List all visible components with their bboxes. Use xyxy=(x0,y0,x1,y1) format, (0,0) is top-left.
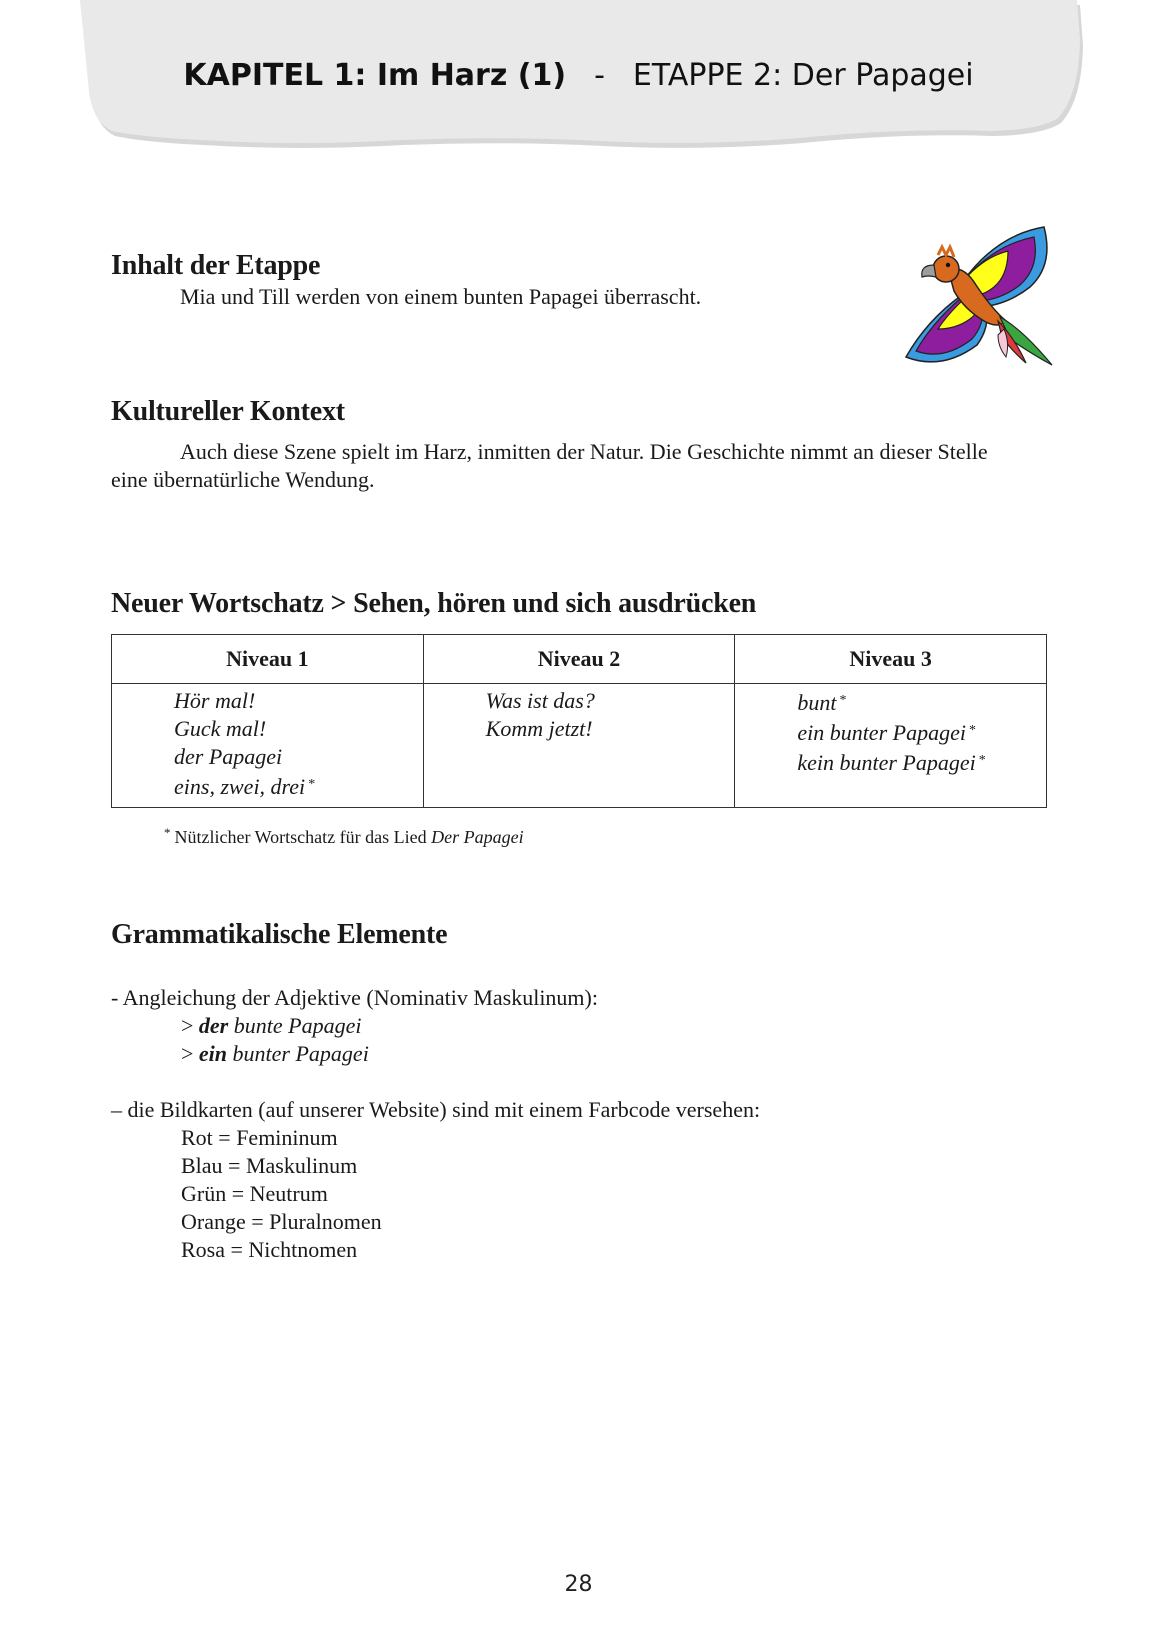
vocab-item: ein bunter Papagei * xyxy=(797,720,976,745)
asterisk-marker: * xyxy=(968,723,976,738)
stage-title: ETAPPE 2: Der Papagei xyxy=(632,58,974,93)
table-row xyxy=(112,684,1047,808)
niveau-1-cell xyxy=(112,684,424,808)
color-code-item: Grün = Neutrum xyxy=(181,1181,328,1206)
vocabulary-table xyxy=(111,634,1047,808)
inhalt-text: Mia und Till werden von einem bunten Papagei überrascht. xyxy=(180,284,702,309)
footnote xyxy=(164,825,524,848)
grammar-example-2: > ein bunter Papagei xyxy=(181,1041,369,1066)
section-heading-grammatik: Grammatikalische Elemente xyxy=(111,919,448,950)
grammar-point-2: – die Bildkarten (auf unserer Website) sind mit einem Farbcode versehen: xyxy=(111,1097,761,1122)
kontext-text-line-1: Auch diese Szene spielt im Harz, inmitten der Natur. Die Geschichte nimmt an dieser Stelle xyxy=(180,439,988,464)
section-heading-wortschatz: Neuer Wortschatz > Sehen, hören und sich ausdrücken xyxy=(111,588,757,619)
vocab-item: Was ist das? xyxy=(485,688,595,713)
vocab-item: bunt * xyxy=(797,690,847,715)
footnote-text: Nützlicher Wortschatz für das Lied xyxy=(174,827,432,847)
asterisk-marker: * xyxy=(164,825,171,840)
section-heading-kontext: Kultureller Kontext xyxy=(111,396,345,427)
color-code-item: Orange = Pluralnomen xyxy=(181,1209,382,1234)
vocab-item: eins, zwei, drei * xyxy=(174,774,316,799)
grammar-example-1: > der bunte Papagei xyxy=(181,1013,362,1038)
vocab-item: Guck mal! xyxy=(174,716,267,741)
vocab-item: kein bunter Papagei * xyxy=(797,750,986,775)
chapter-title: KAPITEL 1: Im Harz (1) xyxy=(183,58,567,93)
grammar-point-1: - Angleichung der Adjektive (Nominativ Maskulinum): xyxy=(111,985,598,1010)
vocab-item: Hör mal! xyxy=(174,688,256,713)
page-number: 28 xyxy=(564,1572,593,1597)
column-header: Niveau 1 xyxy=(112,635,424,684)
vocab-item: Komm jetzt! xyxy=(485,716,593,741)
color-code-item: Rot = Femininum xyxy=(181,1125,338,1150)
color-code-item: Blau = Maskulinum xyxy=(181,1153,358,1178)
table-header-row xyxy=(112,635,1047,684)
footnote-song-title: Der Papagei xyxy=(431,827,524,847)
chapter-header xyxy=(0,58,1157,93)
column-header: Niveau 2 xyxy=(423,635,735,684)
kontext-text-line-2: eine übernatürliche Wendung. xyxy=(111,467,375,492)
column-header: Niveau 3 xyxy=(735,635,1047,684)
asterisk-marker: * xyxy=(839,693,847,708)
vocab-item: der Papagei xyxy=(174,744,283,769)
color-code-item: Rosa = Nichtnomen xyxy=(181,1237,358,1262)
niveau-3-cell xyxy=(735,684,1047,808)
asterisk-marker: * xyxy=(978,753,986,768)
section-heading-inhalt: Inhalt der Etappe xyxy=(111,250,321,281)
niveau-2-cell xyxy=(423,684,735,808)
asterisk-marker: * xyxy=(308,777,316,792)
header-separator: - xyxy=(594,58,605,93)
parrot-icon xyxy=(902,225,1060,373)
